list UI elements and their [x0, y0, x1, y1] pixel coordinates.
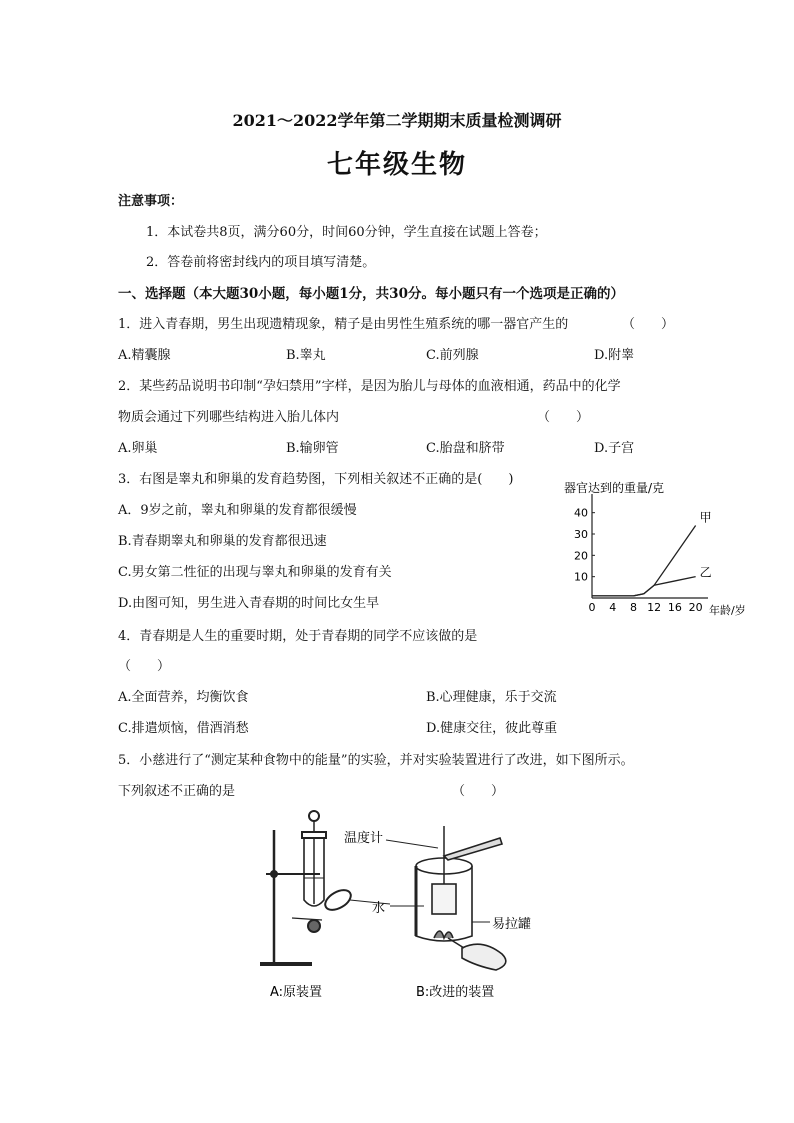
q2-option-c: C.胎盘和脐带 — [426, 441, 505, 456]
q2-option-b: B.输卵管 — [286, 441, 339, 456]
q3-option-c: C.男女第二性征的出现与睾丸和卵巢的发育有关 — [118, 565, 392, 580]
q3-stem: 3．右图是睾丸和卵巢的发育趋势图，下列相关叙述不正确的是( ) — [118, 472, 514, 487]
chart-y-tick-label: 10 — [574, 570, 588, 584]
chart-series-line — [592, 525, 696, 595]
label-thermometer: 温度计 — [344, 831, 384, 846]
q4-option-b: B.心理健康，乐于交流 — [426, 690, 557, 705]
q2-option-a: A.卵巢 — [118, 441, 158, 456]
q5-stem: 5．小慈进行了“测定某种食物中的能量”的实验，并对实验装置进行了改进，如下图所示。 — [118, 753, 634, 768]
label-can: 易拉罐 — [492, 917, 532, 932]
notice-item-1: 1．本试卷共8页，满分60分，时间60分钟，学生直接在试题上答卷； — [146, 225, 547, 240]
chart-y-tick-label: 30 — [574, 528, 588, 541]
q3-option-b: B.青春期睾丸和卵巢的发育都很迅速 — [118, 534, 327, 549]
q4-option-d: D.健康交往，彼此尊重 — [426, 721, 558, 736]
exam-title: 2021～2022学年第二学期期末质量检测调研 — [232, 111, 562, 130]
chart-x-tick-label: 8 — [629, 601, 637, 614]
q5-stem-cont: 下列叙述不正确的是 — [118, 784, 236, 799]
chart-series-line — [592, 577, 696, 596]
apparatus-figure — [252, 808, 542, 1004]
label-water: 水 — [372, 901, 386, 916]
notice-item-2: 2．答卷前将密封线内的项目填写清楚。 — [146, 255, 376, 270]
section-heading: 一、选择题（本大题30小题，每小题1分，共30分。每小题只有一个选项是正确的） — [118, 286, 624, 302]
development-chart — [556, 476, 756, 618]
chart-x-tick-label: 12 — [647, 601, 662, 614]
chart-series-label: 甲 — [699, 510, 712, 525]
q1-option-a: A.精囊腺 — [118, 348, 171, 363]
q4-option-a: A.全面营养，均衡饮食 — [118, 690, 249, 705]
improved-apparatus-drawing — [416, 826, 506, 970]
q2-answer-blank: （ ） — [537, 410, 590, 425]
chart-y-tick-label: 40 — [574, 506, 588, 520]
q4-answer-blank: （ ） — [118, 659, 171, 674]
chart-x-tick-label: 0 — [588, 601, 596, 614]
chart-y-tick-label: 20 — [574, 549, 588, 563]
q1-option-d: D.附睾 — [594, 348, 635, 363]
chart-series-label: 乙 — [699, 565, 712, 580]
q2-option-d: D.子宫 — [594, 441, 635, 456]
q1-answer-blank: （ ） — [622, 317, 675, 332]
chart-x-tick-label: 4 — [609, 601, 617, 614]
chart-y-label: 器官达到的重量/克 — [564, 481, 665, 495]
chart-x-label: 年龄/岁 — [709, 604, 746, 617]
caption-improved: B:改进的装置 — [416, 985, 495, 1000]
subject-title: 七年级生物 — [326, 150, 467, 180]
q3-option-d: D.由图可知，男生进入青春期的时间比女生早 — [118, 596, 380, 611]
q2-stem-cont: 物质会通过下列哪些结构进入胎儿体内 — [118, 410, 340, 425]
q1-stem: 1．进入青春期，男生出现遗精现象，精子是由男性生殖系统的哪一器官产生的 — [118, 317, 569, 332]
q2-stem: 2．某些药品说明书印制“孕妇禁用”字样，是因为胎儿与母体的血液相通，药品中的化学 — [118, 379, 621, 394]
q1-option-b: B.睾丸 — [286, 348, 326, 363]
q1-option-c: C.前列腺 — [426, 348, 479, 363]
q5-answer-blank: （ ） — [452, 784, 505, 799]
caption-original: A:原装置 — [270, 985, 323, 1000]
notice-heading: 注意事项： — [118, 194, 184, 209]
chart-x-tick-label: 16 — [667, 601, 682, 614]
q4-option-c: C.排遣烦恼，借酒消愁 — [118, 721, 249, 736]
q4-stem: 4．青春期是人生的重要时期，处于青春期的同学不应该做的是 — [118, 629, 478, 644]
chart-x-tick-label: 20 — [688, 601, 703, 614]
thermometer-pointer — [386, 840, 438, 848]
q3-option-a: A．9岁之前，睾丸和卵巢的发育都很缓慢 — [118, 503, 357, 518]
